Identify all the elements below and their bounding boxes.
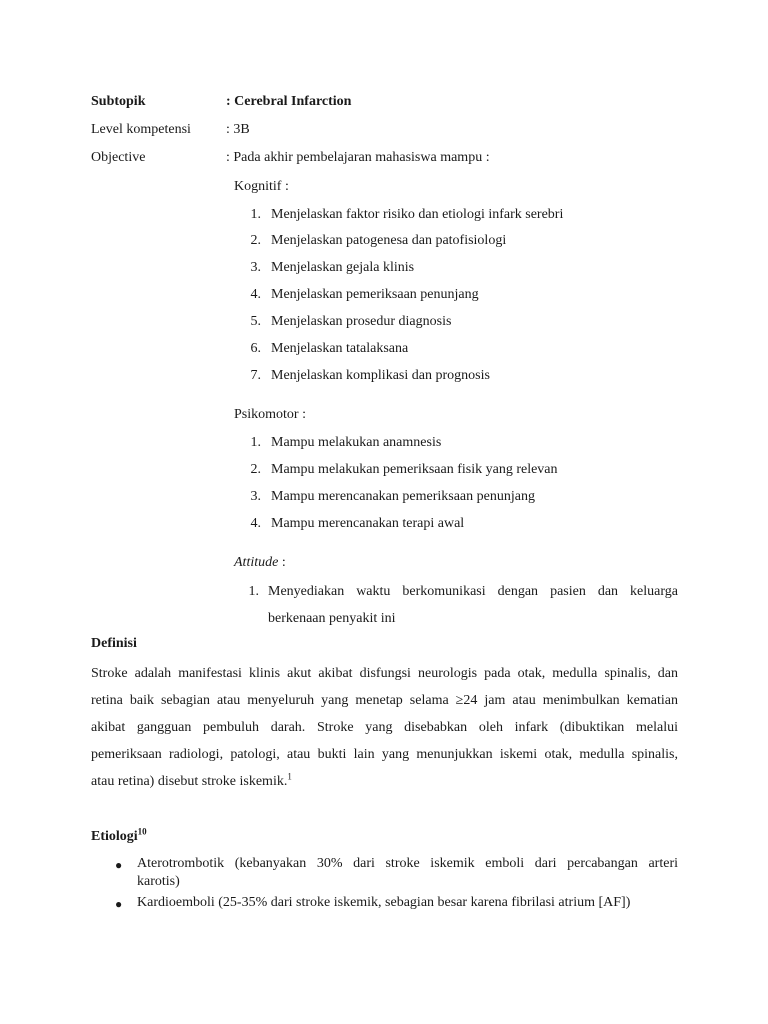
psikomotor-heading: Psikomotor : [234,407,306,422]
list-item: Kardioemboli (25-35% dari stroke iskemik, sebagian besar karena fibrilasi atrium [AF]) [137,895,631,910]
level-label: Level kompetensi [91,122,191,137]
list-number: 1. [250,207,261,222]
paragraph-line [91,771,292,790]
list-item: Mampu merencanakan terapi awal [271,516,465,531]
list-number: 1. [250,435,261,450]
list-item: Mampu melakukan pemeriksaan fisik yang relevan [271,462,558,477]
level-value: : 3B [226,122,250,137]
kognitif-heading: Kognitif : [234,179,289,194]
list-number: 6. [250,341,261,356]
list-item: Menjelaskan komplikasi dan prognosis [271,368,490,383]
footnote-ref: 10 [137,826,147,837]
etiologi-heading-text: Etiologi [91,829,138,844]
attitude-heading-text: Attitude [234,555,279,570]
list-number: 7. [250,368,261,383]
list-item: Menjelaskan prosedur diagnosis [271,314,452,329]
paragraph-line: Stroke adalah manifestasi klinis akut akibat disfungsi neurologis pada otak, medulla spinalis, dan [91,666,678,681]
list-number: 2. [250,462,261,477]
list-number: 4. [250,516,261,531]
list-item-continuation: karotis) [137,874,180,889]
list-number: 3. [250,260,261,275]
list-number: 1. [248,584,259,599]
list-item: Mampu merencanakan pemeriksaan penunjang [271,489,535,504]
list-item: Aterotrombotik (kebanyakan 30% dari stroke iskemik emboli dari percabangan arteri [137,856,678,871]
bullet-icon: ● [115,858,123,872]
list-item: Menjelaskan faktor risiko dan etiologi infark serebri [271,207,564,222]
footnote-ref: 1 [287,771,292,782]
subtopik-value: : Cerebral Infarction [226,94,352,109]
attitude-heading [234,555,286,571]
paragraph-line: akibat gangguan pembuluh darah. Stroke yang disebabkan oleh infark (dibuktikan melalui [91,720,678,735]
list-number: 4. [250,287,261,302]
attitude-heading-suffix: : [278,555,286,570]
list-item: Menyediakan waktu berkomunikasi dengan pasien dan keluarga [268,584,678,599]
subtopik-label: Subtopik [91,94,146,109]
bullet-icon: ● [115,897,123,911]
paragraph-line: pemeriksaan radiologi, patologi, atau bukti lain yang menunjukkan iskemi otak, medulla spinalis, [91,747,678,762]
paragraph-line: retina baik sebagian atau menyeluruh yang menetap selama ≥24 jam atau menimbulkan kematian [91,693,678,708]
paragraph-last-text: atau retina) disebut stroke iskemik. [91,774,288,789]
definisi-heading: Definisi [91,636,137,651]
list-item: Menjelaskan patogenesa dan patofisiologi [271,233,507,248]
objective-value: : Pada akhir pembelajaran mahasiswa mampu : [226,150,490,165]
list-item: Menjelaskan tatalaksana [271,341,409,356]
list-item: Menjelaskan gejala klinis [271,260,415,275]
list-number: 3. [250,489,261,504]
list-number: 5. [250,314,261,329]
list-item-continuation: berkenaan penyakit ini [268,611,396,626]
list-item: Menjelaskan pemeriksaan penunjang [271,287,479,302]
list-item: Mampu melakukan anamnesis [271,435,442,450]
list-number: 2. [250,233,261,248]
etiologi-heading [91,826,147,845]
objective-label: Objective [91,150,146,165]
